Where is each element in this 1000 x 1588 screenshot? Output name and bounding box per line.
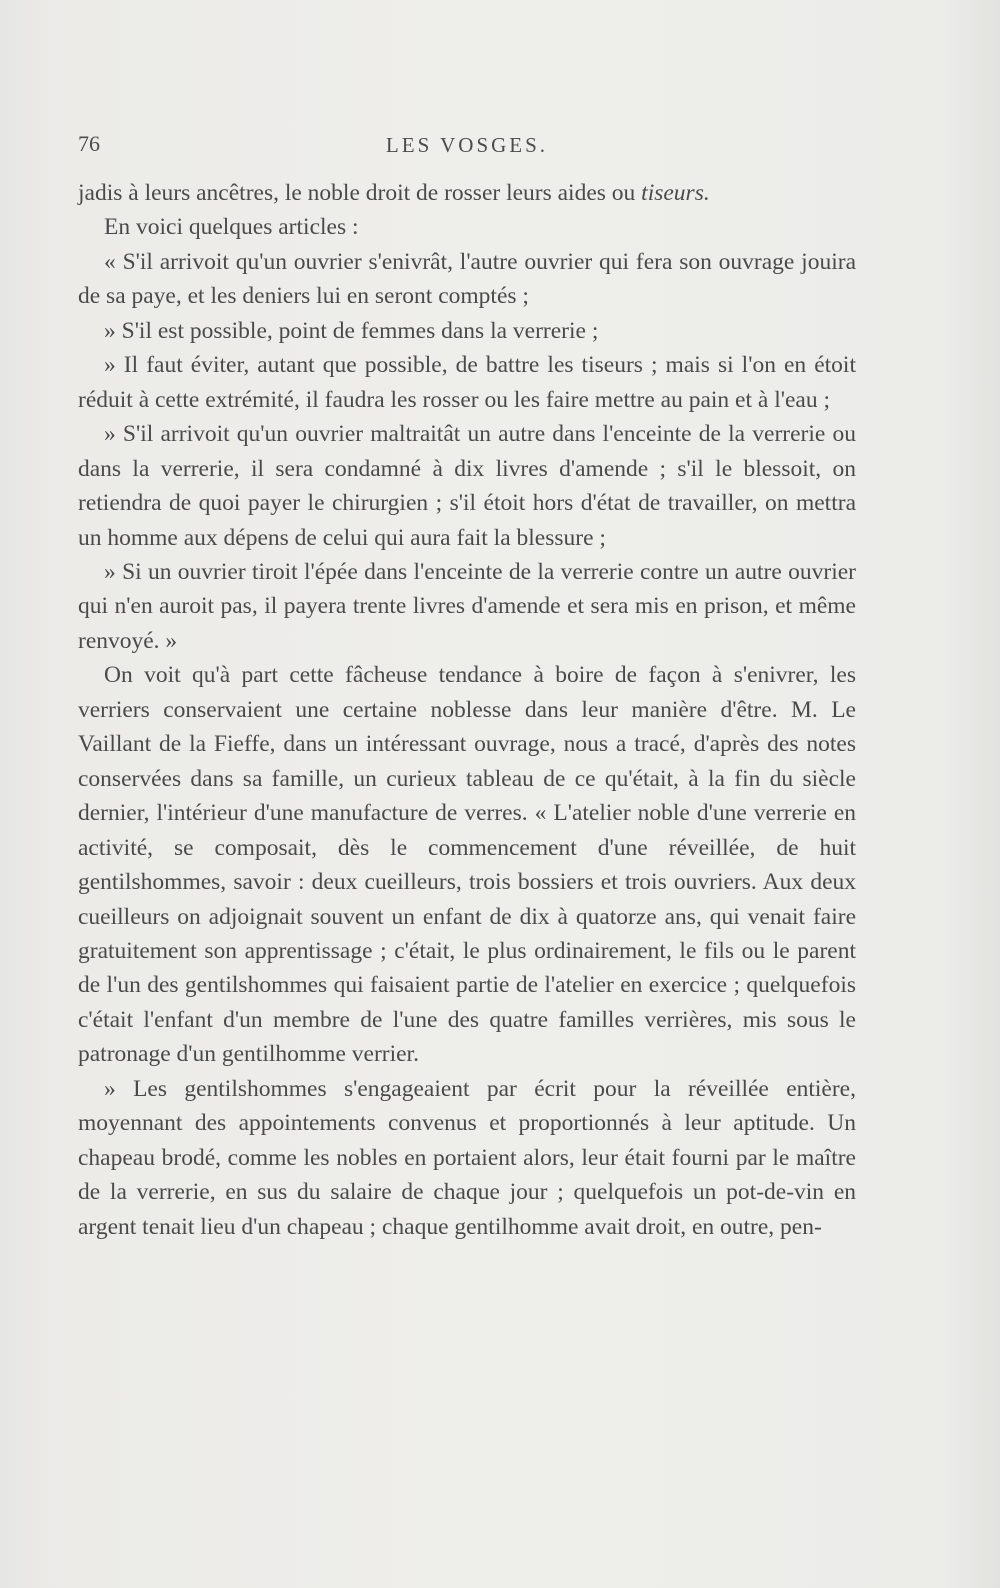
page-number: 76 xyxy=(78,131,100,156)
paragraph: » Il faut éviter, autant que possible, de battre les tiseurs ; mais si l'on en étoit réduit à cette extrémité, il faudra les rosser ou les faire mettre au pain et à l'eau ; xyxy=(78,352,856,413)
paragraph: « S'il arrivoit qu'un ouvrier s'enivrât, l'autre ouvrier qui fera son ouvrage jouira de sa paye, et les deniers lui en seront comptés ; xyxy=(78,248,856,310)
paragraph: En voici quelques articles : xyxy=(104,214,359,241)
emphasized-word: tiseurs. xyxy=(641,180,710,206)
paragraph: » Les gentilshommes s'engageaient par écrit pour la réveillée entière, moyennant des appointements convenus et proportionnés à leur aptitude. Un chapeau brodé, comme les nobles en portaient alors, leur était fourni par le maître de la verrerie, en sus du salaire de chaque jour ; quelquefois un pot-de-vin en argent tenait lieu d'un chapeau ; chaque gentilhomme avait droit, en outre, pen- xyxy=(78,1075,856,1240)
page-header xyxy=(78,131,856,165)
running-title: LES VOSGES. xyxy=(385,133,549,157)
paragraph: » S'il arrivoit qu'un ouvrier maltraitât un autre dans l'enceinte de la verrerie ou dans la verrerie, il sera condamné à dix livres d'amende ; s'il le blessoit, on retiendra de quoi payer le chirurgien ; s'il étoit hors d'état de travailler, on mettra un homme aux dépens de celui qui aura fait la blessure ; xyxy=(78,421,856,551)
paragraph: » Si un ouvrier tiroit l'épée dans l'enceinte de la verrerie contre un autre ouvrier qui n'en auroit pas, il payera trente livres d'amende et sera mis en prison, et même renvoyé. » xyxy=(78,558,856,654)
paragraph: On voit qu'à part cette fâcheuse tendance à boire de façon à s'enivrer, les verriers conservaient une certaine noblesse dans leur manière d'être. M. Le Vaillant de la Fieffe, dans un intéressant ouvrage, nous a tracé, d'après des notes conservées dans sa famille, un curieux tableau de ce qu'était, à la fin du siècle dernier, l'intérieur d'une manufacture de verres. « L'atelier noble d'une verrerie en activité, se composait, dès le commencement d'une réveillée, de huit gentilshommes, savoir : deux cueilleurs, trois bossiers et trois ouvriers. Aux deux cueilleurs on adjoignait souvent un enfant de dix à quatorze ans, qui venait faire gratuitement son apprentissage ; c'était, le plus ordinairement, le fils ou le parent de l'un des gentilshommes qui faisaient partie de l'atelier en exercice ; quelquefois c'était l'enfant d'un membre de l'une des quatre familles verrières, mis sous le patronage d'un gentilhomme verrier. xyxy=(78,662,856,1068)
paragraph: » S'il est possible, point de femmes dans la verrerie ; xyxy=(104,317,599,344)
paragraph xyxy=(78,176,856,210)
paragraph-text: jadis à leurs ancêtres, le noble droit de rosser leurs aides ou xyxy=(78,180,642,206)
body-text xyxy=(78,176,856,1244)
